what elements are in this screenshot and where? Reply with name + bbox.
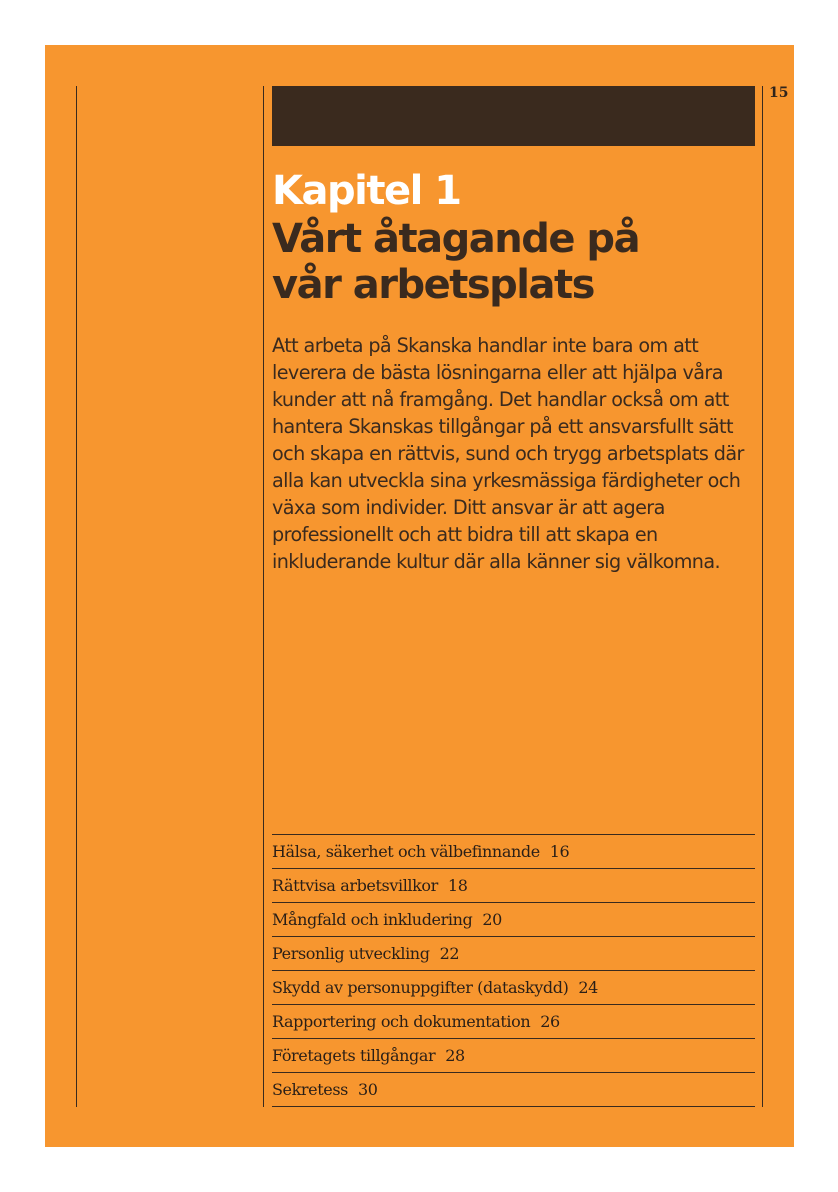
- column-rule: [263, 86, 264, 1107]
- header-bar: [272, 86, 755, 146]
- toc-entry[interactable]: [272, 869, 755, 903]
- toc-entry[interactable]: [272, 971, 755, 1005]
- toc-entry-title: Sekretess: [272, 1080, 348, 1099]
- chapter-title: [272, 216, 752, 308]
- toc-entry[interactable]: [272, 937, 755, 971]
- toc-entry-title: Rättvisa arbetsvillkor: [272, 876, 438, 895]
- toc-entry[interactable]: [272, 835, 755, 869]
- intro-paragraph: Att arbeta på Skanska handlar inte bara om att leverera de bästa lösningarna eller att hjälpa våra kunder att nå framgång. Det handlar också om att hantera Skanskas tillgångar på ett ansvarsfullt sätt och skapa en rättvis, sund och trygg arbetsplats där alla kan utveckla sina yrkesmässiga färdigheter och växa som individer. Ditt ansvar är att agera professionellt och att bidra till att skapa en inkluderande kultur där alla känner sig välkomna.: [272, 334, 744, 573]
- toc-entry-title: Mångfald och inkludering: [272, 910, 473, 929]
- right-margin-rule: [762, 86, 763, 1107]
- page-number: 15: [769, 85, 789, 101]
- toc-entry[interactable]: [272, 903, 755, 937]
- toc-entry[interactable]: [272, 1039, 755, 1073]
- toc-entry[interactable]: [272, 1073, 755, 1107]
- toc-entry-page: 20: [482, 910, 502, 929]
- toc-entry-page: 26: [540, 1012, 560, 1031]
- toc-entry-page: 24: [578, 978, 598, 997]
- left-margin-rule: [76, 86, 77, 1107]
- chapter-title-line-1: Vårt åtagande på: [272, 216, 640, 262]
- toc-entry-page: 22: [439, 944, 460, 963]
- chapter-title-line-2: vår arbetsplats: [272, 262, 594, 308]
- toc-entry-title: Rapportering och dokumentation: [272, 1012, 531, 1031]
- toc-entry-page: 30: [357, 1080, 378, 1099]
- toc-entry-page: 18: [447, 876, 468, 895]
- toc-entry-page: 28: [445, 1046, 465, 1065]
- chapter-label: Kapitel 1: [272, 168, 461, 214]
- toc-entry[interactable]: [272, 1005, 755, 1039]
- toc-entry-page: 16: [549, 842, 570, 861]
- toc-entry-title: Företagets tillgångar: [272, 1046, 436, 1065]
- toc-entry-title: Hälsa, säkerhet och välbefinnande: [272, 842, 540, 861]
- table-of-contents: [272, 834, 755, 1107]
- toc-entry-title: Skydd av personuppgifter (dataskydd): [272, 978, 569, 997]
- toc-entry-title: Personlig utveckling: [272, 944, 430, 963]
